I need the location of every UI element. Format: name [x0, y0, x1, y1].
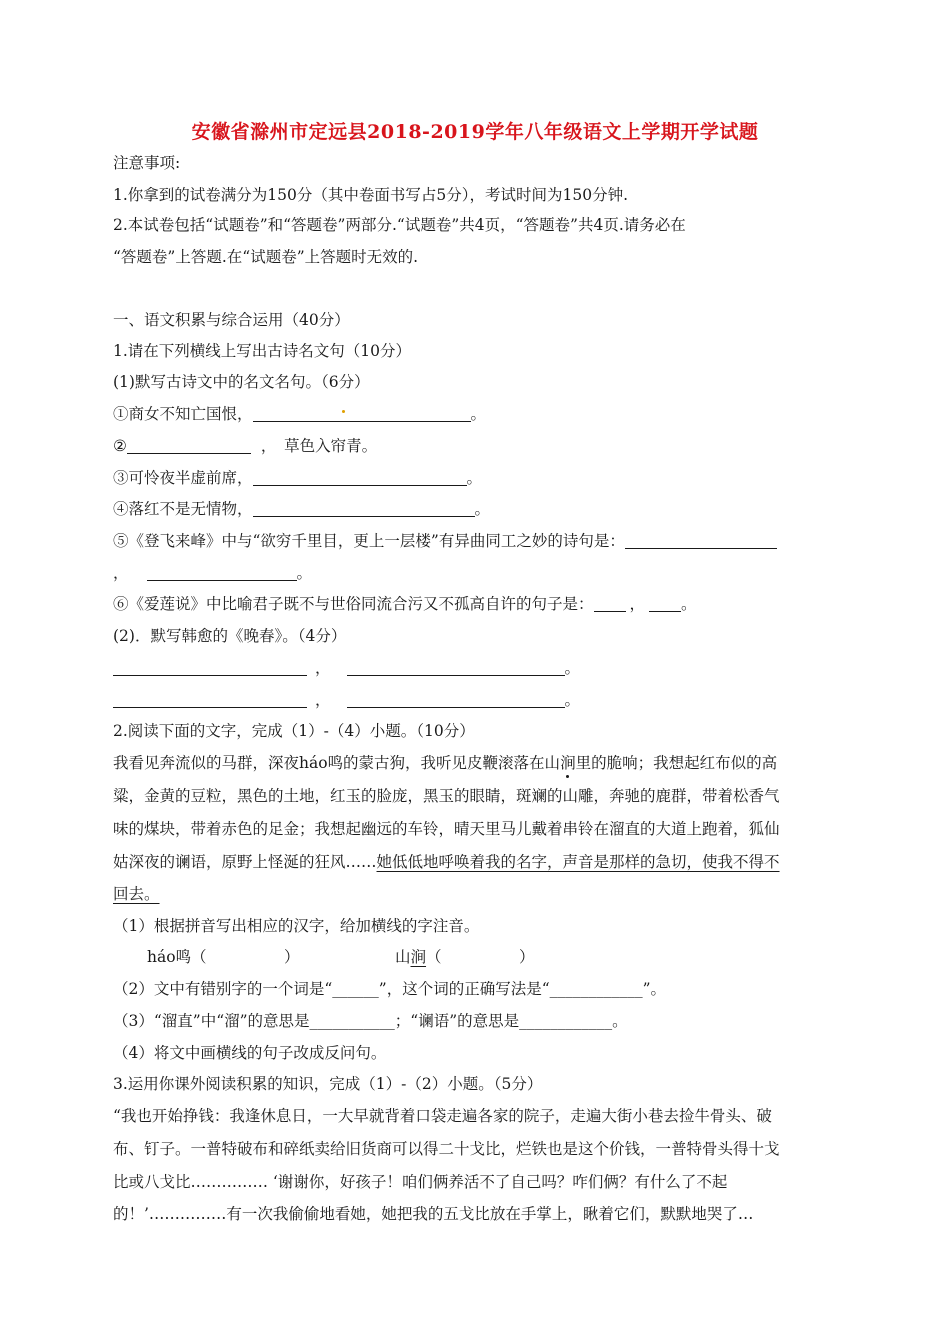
- q2-sub-4: （4）将文中画横线的句子改成反问句。: [113, 1044, 387, 1062]
- answer-blank[interactable]: [649, 594, 681, 612]
- line-end: 。: [564, 691, 581, 709]
- q1-line-5-cont: [113, 562, 312, 584]
- q3-passage-line-4: 的！’……………有一次我偷偷地看她，她把我的五戈比放在手掌上，瞅着它们，默默地哭了…: [113, 1205, 754, 1223]
- poem-line-2: [113, 689, 580, 711]
- q2-sub-1-shanjian: [395, 946, 535, 968]
- q1-line-5: [113, 530, 777, 552]
- underlined-char: 涧: [410, 948, 427, 966]
- line-text: ，: [315, 659, 331, 677]
- q1-line-4: [113, 498, 490, 520]
- line-text: ①商女不知亡国恨，: [113, 405, 253, 423]
- q1-sub1: (1)默写古诗文中的名文名句。（6分）: [113, 373, 370, 391]
- q2-sub-1: （1）根据拼音写出相应的汉字，给加横线的字注音。: [113, 917, 480, 935]
- q2-passage-line-1: [113, 752, 777, 774]
- q2-passage-line-2: 粱，金黄的豆粒，黑色的土地，红玉的脸庞，黑玉的眼睛，斑斓的山雕，奔驰的鹿群，带着松香气: [113, 787, 780, 805]
- q1-line-1: [113, 403, 486, 425]
- q1-line-2: [113, 435, 377, 457]
- line-text: ②: [113, 437, 127, 455]
- answer-blank[interactable]: [253, 404, 471, 422]
- answer-blank[interactable]: [253, 468, 467, 486]
- line-text: ④落红不是无情物，: [113, 500, 253, 518]
- answer-blank[interactable]: [625, 531, 777, 549]
- line-end: 。: [470, 405, 487, 423]
- line-text: ⑤《登飞来峰》中与“欲穷千里目，更上一层楼”有异曲同工之妙的诗句是：: [113, 532, 625, 550]
- page-title: 安徽省滁州市定远县2018-2019学年八年级语文上学期开学试题: [191, 121, 759, 143]
- line-end: 。: [296, 564, 313, 582]
- q2-passage-line-5: [113, 883, 160, 905]
- q2-sub-2: （2）文中有错别字的一个词是“______”，这个词的正确写法是“____________”。: [113, 980, 667, 998]
- passage-text: 里的脆响；我想起红布似的高: [575, 754, 778, 772]
- line-end: 。: [474, 500, 491, 518]
- answer-blank[interactable]: [347, 690, 565, 708]
- notice-heading: 注意事项:: [113, 154, 181, 172]
- q3-passage-line-2: 布、钉子。一普特破布和碎纸卖给旧货商可以得二十戈比，烂铁也是这个价钱，一普特骨头得十戈: [113, 1140, 780, 1158]
- line-text: ，: [113, 564, 129, 582]
- q3-passage-line-3: 比或八戈比…………… ‘谢谢你，好孩子！咱们俩养活不了自己吗？咋们俩？有什么了不起: [113, 1173, 728, 1191]
- answer-blank[interactable]: [147, 563, 297, 581]
- answer-blank[interactable]: [113, 690, 307, 708]
- underlined-sentence: 她低低地呼唤着我的名字，声音是那样的急切，使我不得不: [376, 853, 780, 871]
- answer-paren: （ ）: [426, 948, 535, 966]
- poem-line-1: [113, 657, 580, 679]
- underlined-sentence: 回去。: [113, 885, 160, 903]
- q3-passage-line-1: “我也开始挣钱：我逢休息日，一大早就背着口袋走遍各家的院子，走遍大街小巷去捡牛骨头、破: [113, 1107, 772, 1125]
- passage-text: 我看见奔流似的马群，深夜háo鸣的蒙古狗，我听见皮鞭滚落在山: [113, 754, 561, 772]
- line-text: ，: [315, 691, 331, 709]
- q2-passage-line-3: 味的煤块，带着赤色的足金；我想起幽远的车铃，晴天里马儿戴着串铃在溜直的大道上跑着，狐仙: [113, 820, 780, 838]
- section-1-heading: 一、语文积累与综合运用（40分）: [113, 311, 350, 329]
- line-end: 。: [681, 595, 697, 613]
- q3-heading: 3.运用你课外阅读积累的知识，完成（1）-（2）小题。（5分）: [113, 1075, 543, 1093]
- answer-blank[interactable]: [594, 594, 626, 612]
- line-end: 。: [564, 659, 581, 677]
- answer-blank[interactable]: [113, 658, 307, 676]
- answer-blank[interactable]: [347, 658, 565, 676]
- q2-heading: 2.阅读下面的文字，完成（1）-（4）小题。（10分）: [113, 722, 475, 740]
- notice-item-2: 2.本试卷包括“试题卷”和“答题卷”两部分.“试题卷”共4页，“答题卷”共4页.请务必在: [113, 216, 686, 234]
- q2-passage-line-4: [113, 851, 780, 873]
- line-text: ，: [629, 595, 646, 613]
- line-text: ③可怜夜半虚前席，: [113, 469, 253, 487]
- line-end: 。: [466, 469, 483, 487]
- line-text: ⑥《爱莲说》中比喻君子既不与世俗同流合污又不孤高自许的句子是：: [113, 595, 594, 613]
- answer-char: 山: [395, 948, 411, 966]
- q1-sub2: (2)．默写韩愈的《晚春》。（4分）: [113, 627, 347, 645]
- answer-blank[interactable]: [127, 436, 251, 454]
- q1-heading: 1.请在下列横线上写出古诗名文句（10分）: [113, 342, 412, 360]
- q1-line-6: [113, 593, 697, 615]
- notice-item-1: 1.你拿到的试卷满分为150分（其中卷面书写占5分），考试时间为150分钟.: [113, 186, 628, 204]
- q1-line-3: [113, 467, 482, 489]
- line-text: ， 草色入帘青。: [260, 437, 378, 455]
- passage-text: 姑深夜的谰语，原野上怪涎的狂风……: [113, 853, 377, 871]
- notice-item-2-cont: “答题卷”上答题.在“试题卷”上答题时无效的.: [113, 248, 419, 266]
- q2-sub-1-hao: háo鸣（ ）: [147, 948, 300, 966]
- answer-blank[interactable]: [253, 499, 475, 517]
- stray-mark: [342, 410, 345, 413]
- dotted-char: 涧: [560, 754, 576, 772]
- q2-sub-3: （3）“溜直”中“溜”的意思是___________；“谰语”的意思是____________。: [113, 1012, 628, 1030]
